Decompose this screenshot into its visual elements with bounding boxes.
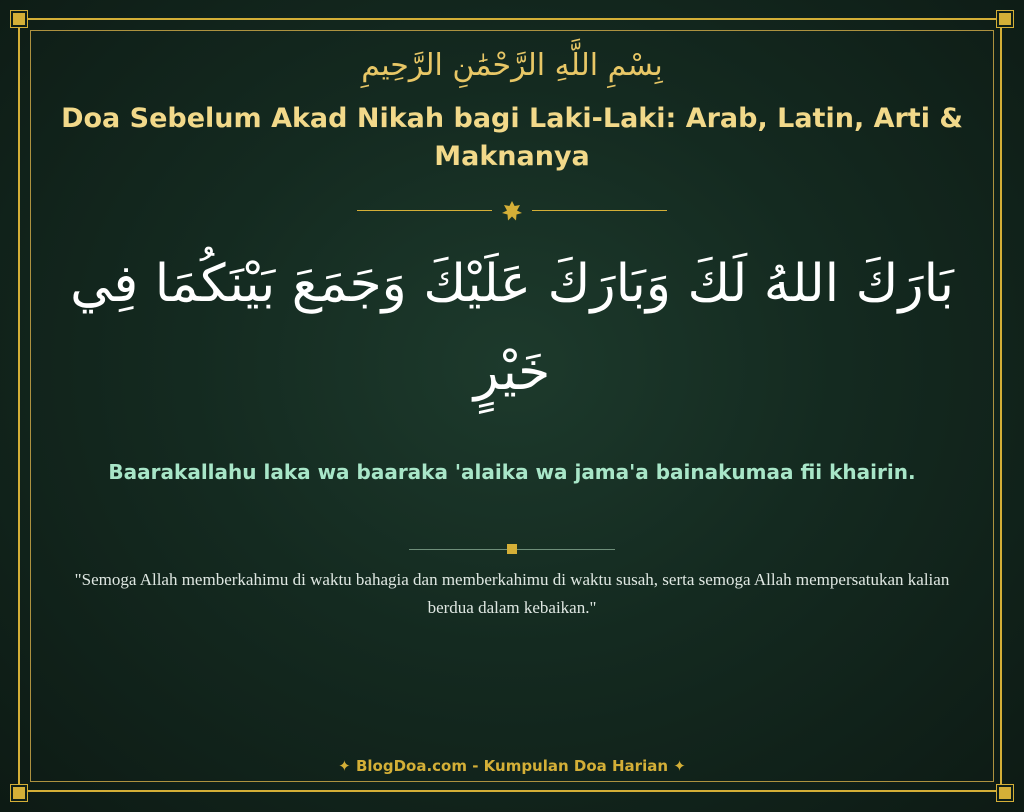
latin-transliteration: Baarakallahu laka wa baaraka 'alaika wa jama'a bainakumaa fii khairin. [108, 460, 916, 484]
corner-ornament-icon [13, 13, 25, 25]
arabic-prayer-text: بَارَكَ اللهُ لَكَ وَبَارَكَ عَلَيْكَ وَجَمَعَ بَيْنَكُمَا فِي خَيْرٍ [70, 254, 954, 402]
footer-credit: ✦ BlogDoa.com - Kumpulan Doa Harian ✦ [338, 757, 686, 775]
basmala-heading: بِسْمِ اللَّهِ الرَّحْمَٰنِ الرَّحِيمِ [361, 48, 663, 83]
corner-ornament-icon [999, 787, 1011, 799]
divider-line-left [357, 210, 492, 211]
star-ornament-icon [502, 201, 522, 221]
translation-text: "Semoga Allah memberkahimu di waktu bahagia dan memberkahimu di waktu susah, serta semoga Allah mempersatukan kalian berdua dalam kebaikan." [74, 570, 950, 617]
section-divider [409, 542, 615, 556]
page-title: Doa Sebelum Akad Nikah bagi Laki-Laki: Arab, Latin, Arti & Maknanya [61, 103, 963, 172]
title-divider [357, 200, 667, 222]
corner-ornament-icon [999, 13, 1011, 25]
divider-line-right [532, 210, 667, 211]
square-ornament-icon [507, 544, 517, 554]
corner-ornament-icon [13, 787, 25, 799]
